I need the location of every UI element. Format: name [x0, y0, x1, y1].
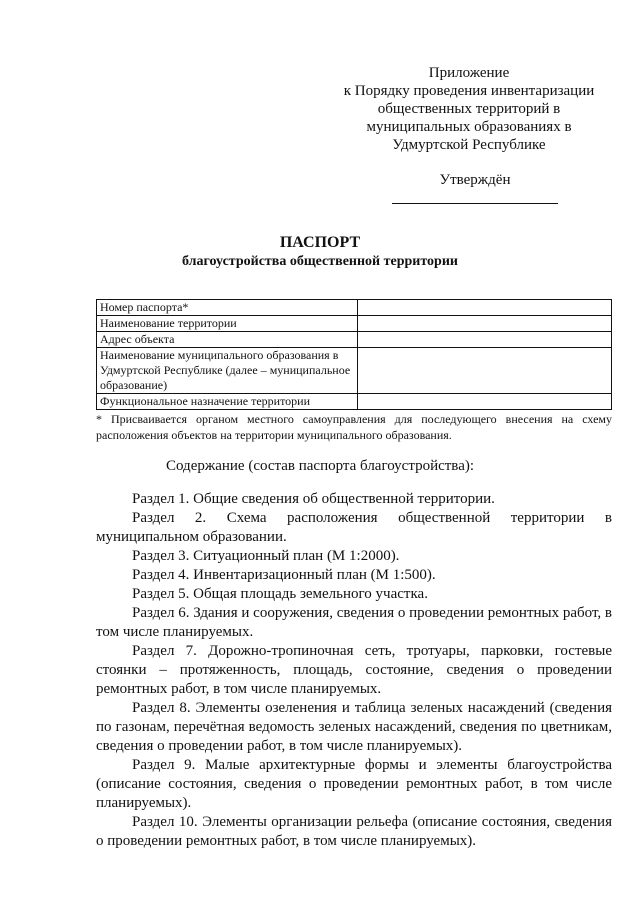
- appendix-line: муниципальных образованиях в: [366, 119, 572, 135]
- table-row: [97, 300, 612, 316]
- appendix-line: Приложение: [428, 65, 510, 81]
- row-value: [358, 316, 612, 332]
- appendix-line: Удмуртской Республике: [392, 137, 546, 153]
- table-row: [97, 332, 612, 348]
- approval-label: Утверждён: [439, 172, 511, 188]
- document-subtitle: благоустройства общественной территории: [182, 254, 458, 269]
- contents-list: [96, 490, 612, 851]
- section-item: Раздел 10. Элементы организации рельефа (описание состояния, сведения о проведении ремонтных работ, в том числе планируемых).: [96, 814, 612, 849]
- contents-heading: Содержание (состав паспорта благоустройства):: [165, 458, 475, 474]
- row-label: Номер паспорта*: [97, 300, 358, 316]
- section-item: Раздел 1. Общие сведения об общественной территории.: [132, 491, 495, 507]
- table-row: [97, 394, 612, 410]
- row-value: [358, 348, 612, 394]
- section-item: Раздел 5. Общая площадь земельного участка.: [132, 586, 428, 602]
- row-value: [358, 394, 612, 410]
- appendix-header: [330, 64, 608, 154]
- footnote: * Присваивается органом местного самоуправления для последующего внесения на схему расположения объектов на территории муниципального образования.: [96, 412, 612, 442]
- section-item: Раздел 9. Малые архитектурные формы и элементы благоустройства (описание состояния, сведения о проведении ремонтных работ, в том числе планируемых).: [96, 757, 612, 811]
- appendix-line: общественных территорий в: [377, 101, 561, 117]
- row-value: [358, 332, 612, 348]
- row-label: Наименование территории: [97, 316, 358, 332]
- section-item: Раздел 8. Элементы озеленения и таблица зеленых насаждений (сведения по газонам, перечётная ведомость зеленых насаждений, сведения по цветникам, сведения о проведении работ, в том числе планируемых).: [96, 700, 612, 754]
- row-label: Наименование муниципального образования в Удмуртской Республике (далее – муниципальное образование): [97, 348, 358, 394]
- document-title: ПАСПОРТ: [279, 234, 361, 251]
- section-item: Раздел 6. Здания и сооружения, сведения о проведении ремонтных работ, в том числе планируемых.: [96, 605, 612, 640]
- row-label: Функциональное назначение территории: [97, 394, 358, 410]
- signature-line: [392, 203, 558, 204]
- table-row: [97, 316, 612, 332]
- section-item: Раздел 7. Дорожно-тропиночная сеть, тротуары, парковки, гостевые стоянки – протяженность, площадь, состояние, сведения о проведении ремонтных работ, в том числе планируемых.: [96, 643, 612, 697]
- row-label: Адрес объекта: [97, 332, 358, 348]
- appendix-line: к Порядку проведения инвентаризации: [343, 83, 595, 99]
- row-value: [358, 300, 612, 316]
- section-item: Раздел 3. Ситуационный план (М 1:2000).: [132, 548, 400, 564]
- section-item: Раздел 2. Схема расположения общественной территории в муниципальном образовании.: [96, 510, 612, 545]
- section-item: Раздел 4. Инвентаризационный план (М 1:500).: [132, 567, 436, 583]
- passport-table: [96, 299, 612, 410]
- table-row: [97, 348, 612, 394]
